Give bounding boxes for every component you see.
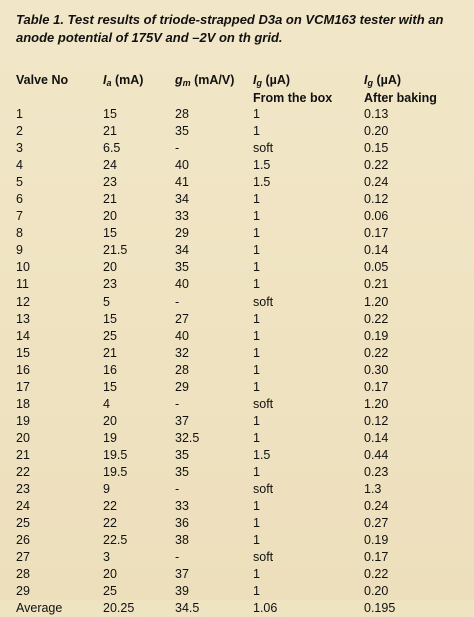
table-row — [16, 140, 454, 157]
cell-grid-current-after-baking: 0.19 — [364, 533, 389, 548]
cell-grid-current-from-box: 1.5 — [253, 447, 271, 462]
cell-valve-no: 3 — [16, 141, 23, 156]
cell-grid-current-after-baking: 1.20 — [364, 294, 389, 309]
cell-grid-current-from-box: 1 — [253, 124, 260, 139]
cell-transconductance: 32.5 — [175, 430, 200, 445]
cell-transconductance: 29 — [175, 379, 189, 394]
cell-grid-current-after-baking: 1.20 — [364, 396, 389, 411]
table-row — [16, 532, 454, 549]
table-row — [16, 345, 454, 362]
header-ig2-subscript: g — [367, 78, 373, 88]
header-grid-current-from-box — [253, 73, 364, 106]
cell-valve-no: 25 — [16, 516, 30, 531]
cell-anode-current: 20.25 — [103, 601, 135, 616]
header-grid-current-after-baking — [364, 73, 454, 106]
cell-transconductance: - — [175, 294, 180, 309]
cell-grid-current-from-box: 1 — [253, 345, 260, 360]
cell-transconductance: 34.5 — [175, 601, 200, 616]
cell-grid-current-after-baking: 0.21 — [364, 277, 389, 292]
cell-grid-current-after-baking: 0.06 — [364, 209, 389, 224]
cell-grid-current-from-box: 1 — [253, 243, 260, 258]
cell-grid-current-after-baking: 0.22 — [364, 311, 389, 326]
cell-anode-current: 23 — [103, 277, 117, 292]
cell-grid-current-after-baking: 0.22 — [364, 567, 389, 582]
cell-valve-no: 24 — [16, 499, 30, 514]
cell-valve-no: 15 — [16, 345, 30, 360]
header-ia-symbol: I — [103, 73, 107, 87]
cell-grid-current-from-box: 1.5 — [253, 175, 271, 190]
cell-anode-current: 21 — [103, 345, 117, 360]
cell-valve-no: 17 — [16, 379, 30, 394]
cell-valve-no: 7 — [16, 209, 23, 224]
cell-transconductance: 27 — [175, 311, 189, 326]
cell-grid-current-from-box: soft — [253, 141, 274, 156]
cell-transconductance: 40 — [175, 158, 189, 173]
cell-valve-no: 4 — [16, 158, 23, 173]
cell-transconductance: 37 — [175, 567, 189, 582]
cell-transconductance: 38 — [175, 533, 189, 548]
cell-anode-current: 22 — [103, 516, 117, 531]
header-ig2-symbol: I — [364, 73, 368, 87]
cell-anode-current: 20 — [103, 567, 117, 582]
cell-valve-no: 12 — [16, 294, 30, 309]
cell-grid-current-after-baking: 0.24 — [364, 499, 389, 514]
cell-anode-current: 20 — [103, 209, 117, 224]
cell-anode-current: 23 — [103, 175, 117, 190]
cell-valve-no: 8 — [16, 226, 23, 241]
cell-grid-current-from-box: 1 — [253, 413, 260, 428]
cell-valve-no: 16 — [16, 362, 30, 377]
cell-anode-current: 19 — [103, 430, 117, 445]
cell-grid-current-after-baking: 0.27 — [364, 516, 389, 531]
table-row — [16, 396, 454, 413]
cell-transconductance: 33 — [175, 499, 189, 514]
cell-transconductance: - — [175, 482, 180, 497]
table-row — [16, 549, 454, 566]
cell-grid-current-from-box: 1 — [253, 226, 260, 241]
cell-anode-current: 16 — [103, 362, 117, 377]
cell-grid-current-from-box: 1 — [253, 107, 260, 121]
table-row — [16, 242, 454, 259]
cell-anode-current: 15 — [103, 226, 117, 241]
table-row — [16, 328, 454, 345]
cell-grid-current-after-baking: 0.20 — [364, 124, 389, 139]
table-header — [16, 73, 454, 106]
cell-grid-current-from-box: 1 — [253, 209, 260, 224]
results-table — [16, 73, 454, 617]
cell-valve-no: Average — [16, 601, 63, 616]
cell-valve-no: 21 — [16, 447, 30, 462]
cell-grid-current-from-box: 1 — [253, 379, 260, 394]
table-body — [16, 106, 454, 617]
cell-transconductance: 37 — [175, 413, 189, 428]
cell-anode-current: 3 — [103, 550, 110, 565]
cell-transconductance: 39 — [175, 584, 189, 599]
cell-anode-current: 15 — [103, 311, 117, 326]
cell-grid-current-from-box: 1 — [253, 311, 260, 326]
table-caption: Table 1. Test results of triode-strapped D3a on VCM163 tester with an anode potential of 175V and –2V on th grid. — [16, 12, 444, 45]
table-row — [16, 498, 454, 515]
cell-grid-current-after-baking: 0.12 — [364, 192, 389, 207]
cell-valve-no: 20 — [16, 430, 30, 445]
cell-grid-current-after-baking: 0.17 — [364, 550, 389, 565]
cell-grid-current-from-box: 1 — [253, 260, 260, 275]
cell-transconductance: 28 — [175, 362, 189, 377]
cell-valve-no: 26 — [16, 533, 30, 548]
cell-anode-current: 20 — [103, 260, 117, 275]
table-row — [16, 276, 454, 293]
cell-anode-current: 19.5 — [103, 447, 128, 462]
header-gm-unit: (mA/V) — [190, 73, 235, 87]
cell-grid-current-from-box: 1.5 — [253, 158, 271, 173]
cell-anode-current: 6.5 — [103, 141, 121, 156]
header-ig1-subscript: g — [256, 78, 262, 88]
table-row — [16, 225, 454, 242]
cell-valve-no: 28 — [16, 567, 30, 582]
cell-valve-no: 14 — [16, 328, 30, 343]
cell-valve-no: 1 — [16, 107, 23, 121]
cell-valve-no: 11 — [16, 277, 29, 292]
cell-grid-current-from-box: 1 — [253, 192, 260, 207]
cell-transconductance: 40 — [175, 277, 189, 292]
cell-anode-current: 22.5 — [103, 533, 128, 548]
header-ig2-note: After baking — [364, 91, 437, 105]
table-row — [16, 464, 454, 481]
cell-transconductance: - — [175, 396, 180, 411]
table-row — [16, 430, 454, 447]
cell-transconductance: 35 — [175, 464, 189, 479]
cell-grid-current-after-baking: 0.19 — [364, 328, 389, 343]
cell-grid-current-from-box: soft — [253, 396, 274, 411]
table-row — [16, 311, 454, 328]
table-row — [16, 157, 454, 174]
cell-anode-current: 15 — [103, 379, 117, 394]
cell-grid-current-from-box: 1 — [253, 362, 260, 377]
cell-transconductance: 40 — [175, 328, 189, 343]
cell-grid-current-after-baking: 0.22 — [364, 345, 389, 360]
cell-transconductance: 28 — [175, 107, 189, 121]
cell-grid-current-from-box: 1 — [253, 277, 260, 292]
cell-grid-current-after-baking: 0.30 — [364, 362, 389, 377]
cell-grid-current-after-baking: 0.05 — [364, 260, 389, 275]
cell-grid-current-after-baking: 0.17 — [364, 379, 389, 394]
cell-grid-current-after-baking: 0.17 — [364, 226, 389, 241]
cell-transconductance: - — [175, 141, 180, 156]
cell-valve-no: 18 — [16, 396, 30, 411]
cell-grid-current-from-box: 1 — [253, 567, 260, 582]
cell-transconductance: 34 — [175, 192, 189, 207]
cell-valve-no: 19 — [16, 413, 30, 428]
cell-transconductance: 35 — [175, 260, 189, 275]
table-row — [16, 294, 454, 311]
table-row — [16, 583, 454, 600]
cell-grid-current-from-box: 1 — [253, 584, 260, 599]
cell-transconductance: 41 — [175, 175, 189, 190]
cell-grid-current-from-box: 1 — [253, 464, 260, 479]
cell-transconductance: 34 — [175, 243, 189, 258]
table-row — [16, 123, 454, 140]
cell-transconductance: 35 — [175, 124, 189, 139]
cell-transconductance: 35 — [175, 447, 189, 462]
table-row — [16, 362, 454, 379]
cell-valve-no: 29 — [16, 584, 30, 599]
cell-valve-no: 27 — [16, 550, 30, 565]
header-ig1-symbol: I — [253, 73, 257, 87]
cell-grid-current-after-baking: 0.195 — [364, 601, 396, 616]
cell-anode-current: 5 — [103, 294, 110, 309]
table-row — [16, 515, 454, 532]
table-row — [16, 106, 454, 123]
cell-grid-current-from-box: soft — [253, 482, 274, 497]
cell-valve-no: 9 — [16, 243, 23, 258]
header-anode-current — [103, 73, 175, 106]
header-ig1-note: From the box — [253, 91, 333, 105]
cell-valve-no: 10 — [16, 260, 30, 275]
cell-grid-current-after-baking: 0.22 — [364, 158, 389, 173]
cell-grid-current-after-baking: 0.44 — [364, 447, 389, 462]
header-transconductance — [175, 73, 253, 106]
cell-anode-current: 21 — [103, 192, 117, 207]
cell-anode-current: 21.5 — [103, 243, 128, 258]
cell-grid-current-from-box: 1.06 — [253, 601, 278, 616]
table-row — [16, 600, 454, 617]
cell-grid-current-after-baking: 0.14 — [364, 430, 389, 445]
cell-anode-current: 4 — [103, 396, 110, 411]
cell-valve-no: 5 — [16, 175, 23, 190]
cell-transconductance: - — [175, 550, 180, 565]
cell-grid-current-after-baking: 1.3 — [364, 482, 382, 497]
header-ia-unit: (mA) — [111, 73, 144, 87]
cell-valve-no: 6 — [16, 192, 23, 207]
header-row — [16, 73, 454, 106]
cell-anode-current: 22 — [103, 499, 117, 514]
table-row — [16, 191, 454, 208]
table-row — [16, 259, 454, 276]
cell-anode-current: 25 — [103, 328, 117, 343]
header-valve-no-label: Valve No — [16, 73, 69, 87]
cell-anode-current: 9 — [103, 482, 110, 497]
cell-grid-current-from-box: 1 — [253, 499, 260, 514]
cell-grid-current-from-box: 1 — [253, 516, 260, 531]
cell-transconductance: 29 — [175, 226, 189, 241]
cell-grid-current-after-baking: 0.23 — [364, 464, 389, 479]
cell-anode-current: 20 — [103, 413, 117, 428]
header-ig1-unit: (µA) — [261, 73, 291, 87]
header-ig2-unit: (µA) — [372, 73, 402, 87]
cell-transconductance: 33 — [175, 209, 189, 224]
cell-grid-current-from-box: soft — [253, 550, 274, 565]
header-gm-subscript: m — [182, 78, 191, 88]
cell-grid-current-after-baking: 0.20 — [364, 584, 389, 599]
cell-anode-current: 21 — [103, 124, 117, 139]
cell-grid-current-from-box: 1 — [253, 328, 260, 343]
cell-grid-current-from-box: soft — [253, 294, 274, 309]
table-row — [16, 174, 454, 191]
header-gm-symbol: g — [175, 73, 183, 87]
cell-anode-current: 19.5 — [103, 464, 128, 479]
cell-valve-no: 2 — [16, 124, 23, 139]
header-ia-subscript: a — [106, 78, 112, 88]
cell-grid-current-after-baking: 0.14 — [364, 243, 389, 258]
table-row — [16, 379, 454, 396]
cell-grid-current-after-baking: 0.24 — [364, 175, 389, 190]
table-row — [16, 481, 454, 498]
cell-anode-current: 24 — [103, 158, 117, 173]
cell-valve-no: 13 — [16, 311, 30, 326]
cell-transconductance: 32 — [175, 345, 189, 360]
cell-grid-current-after-baking: 0.15 — [364, 141, 389, 156]
table-row — [16, 413, 454, 430]
cell-anode-current: 25 — [103, 584, 117, 599]
header-valve-no — [16, 73, 103, 106]
table-row — [16, 566, 454, 583]
cell-grid-current-from-box: 1 — [253, 533, 260, 548]
cell-valve-no: 22 — [16, 464, 30, 479]
cell-grid-current-after-baking: 0.13 — [364, 107, 389, 121]
cell-grid-current-from-box: 1 — [253, 430, 260, 445]
cell-transconductance: 36 — [175, 516, 189, 531]
table-row — [16, 447, 454, 464]
table-row — [16, 208, 454, 225]
cell-grid-current-after-baking: 0.12 — [364, 413, 389, 428]
cell-valve-no: 23 — [16, 482, 30, 497]
cell-anode-current: 15 — [103, 107, 117, 121]
